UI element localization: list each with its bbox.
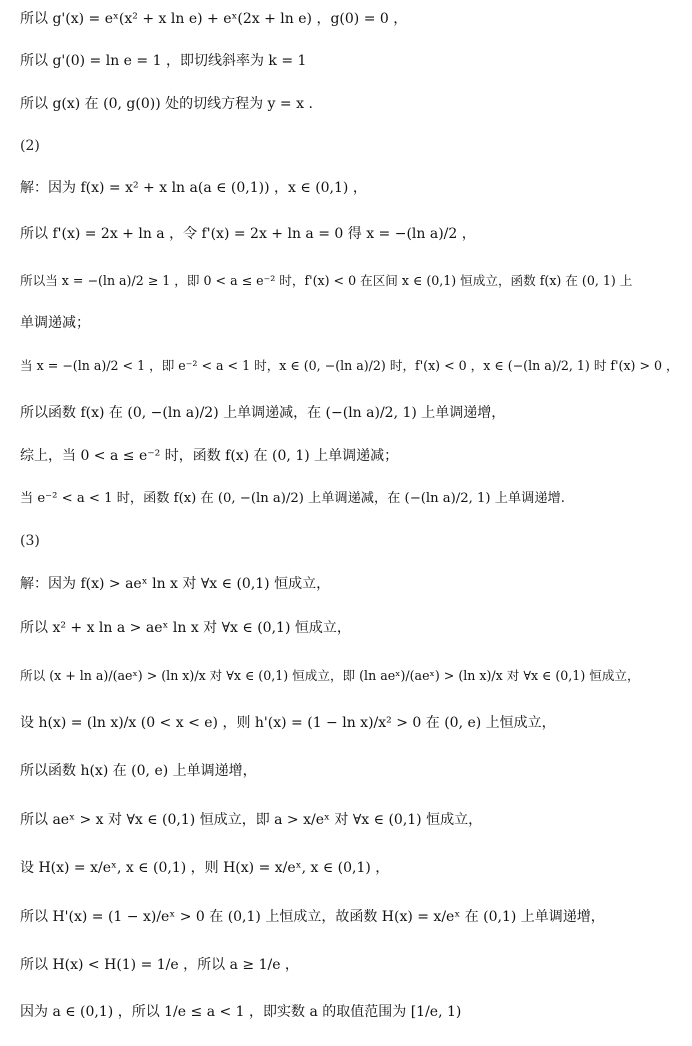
text-line: 所以 x² + x ln a > aeˣ ln x 对 ∀x ∈ (0,1) 恒成立， — [20, 620, 351, 636]
text-line: 所以 H'(x) = (1 − x)/eˣ > 0 在 (0,1) 上恒成立，故函数 H(x) = x/eˣ 在 (0,1) 上单调递增， — [20, 909, 605, 925]
text-line: 解：因为 f(x) = x² + x ln a(a ∈ (0,1)) ，x ∈ (0,1) ， — [20, 180, 367, 196]
text-line: 当 x = −(ln a)/2 < 1 ，即 e⁻² < a < 1 时，x ∈ (0, −(ln a)/2) 时，f'(x) < 0 ，x ∈ (−(ln a)/2, 1) 时 f'(x) > 0 ， — [20, 358, 679, 373]
text-line: 综上，当 0 < a ≤ e⁻² 时，函数 f(x) 在 (0, 1) 上单调递减； — [20, 448, 399, 464]
text-line: 所以函数 f(x) 在 (0, −(ln a)/2) 上单调递减，在 (−(ln a)/2, 1) 上单调递增， — [20, 405, 506, 421]
text-line: 所以 H(x) < H(1) = 1/e ，所以 a ≥ 1/e ， — [20, 957, 299, 973]
text-line: 所以 g(x) 在 (0, g(0)) 处的切线方程为 y = x . — [20, 96, 313, 112]
text-line: 所以 (x + ln a)/(aeˣ) > (ln x)/x 对 ∀x ∈ (0,1) 恒成立，即 (ln aeˣ)/(aeˣ) > (ln x)/x 对 ∀x ∈ (0,1) 恒成立， — [20, 668, 640, 683]
text-line: 所以 f'(x) = 2x + ln a ，令 f'(x) = 2x + ln a = 0 得 x = −(ln a)/2 ， — [20, 226, 476, 242]
part-label: (2) — [20, 138, 40, 154]
text-line: 所以当 x = −(ln a)/2 ≥ 1 ，即 0 < a ≤ e⁻² 时，f'(x) < 0 在区间 x ∈ (0,1) 恒成立，函数 f(x) 在 (0, 1) 上 — [20, 273, 633, 288]
text-line: 设 h(x) = (ln x)/x (0 < x < e) ，则 h'(x) = (1 − ln x)/x² > 0 在 (0, e) 上恒成立， — [20, 715, 556, 731]
text-line: 设 H(x) = x/eˣ, x ∈ (0,1) ，则 H(x) = x/eˣ, x ∈ (0,1) ， — [20, 860, 390, 876]
text-line: 单调递减； — [20, 315, 90, 331]
text-line: 因为 a ∈ (0,1) ，所以 1/e ≤ a < 1 ，即实数 a 的取值范围为 [1/e, 1) — [20, 1004, 462, 1020]
text-line: 所以函数 h(x) 在 (0, e) 上单调递增， — [20, 763, 257, 779]
text-line: 所以 aeˣ > x 对 ∀x ∈ (0,1) 恒成立，即 a > x/eˣ 对 ∀x ∈ (0,1) 恒成立， — [20, 812, 483, 828]
text-line: 解：因为 f(x) > aeˣ ln x 对 ∀x ∈ (0,1) 恒成立， — [20, 576, 331, 592]
part-label: (3) — [20, 533, 40, 549]
text-line: 所以 g'(x) = eˣ(x² + x ln e) + eˣ(2x + ln e) ，g(0) = 0 ， — [20, 11, 408, 27]
text-line: 当 e⁻² < a < 1 时，函数 f(x) 在 (0, −(ln a)/2) 上单调递减，在 (−(ln a)/2, 1) 上单调递增. — [20, 491, 565, 506]
text-line: 所以 g'(0) = ln e = 1 ，即切线斜率为 k = 1 — [20, 53, 307, 69]
